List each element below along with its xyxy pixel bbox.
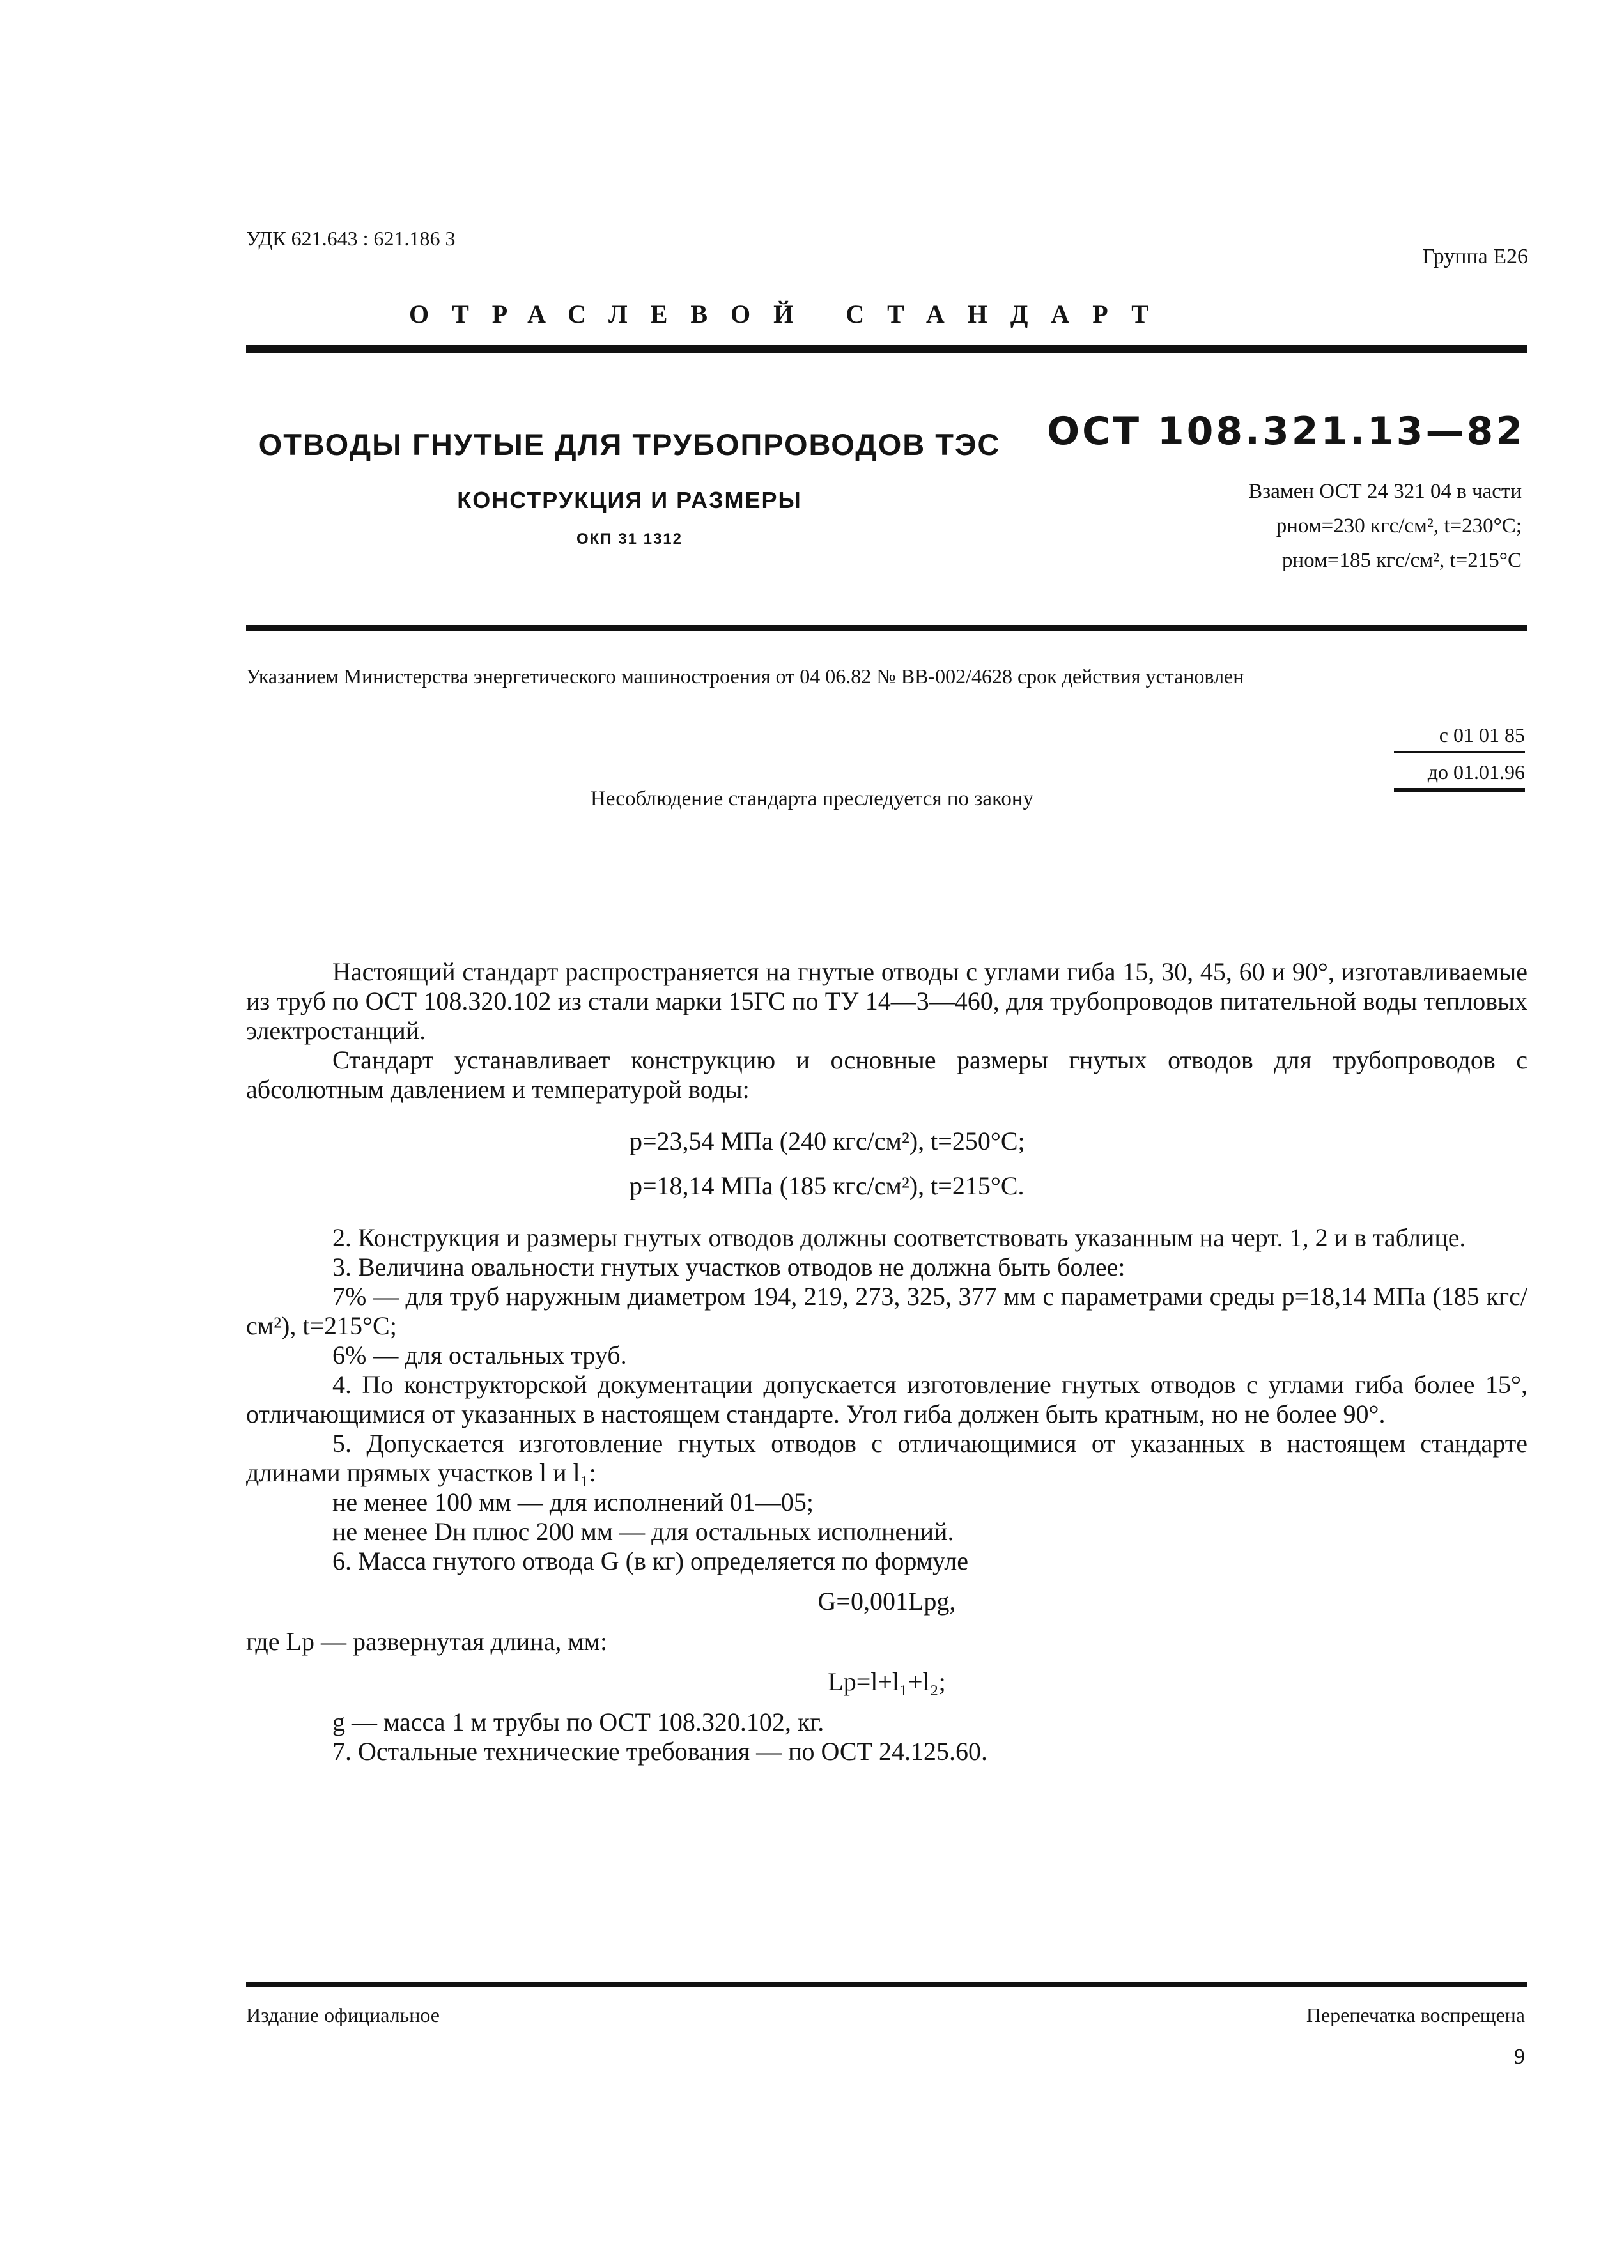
date-from: с 01 01 85 xyxy=(1394,723,1525,753)
clause-5: 5. Допускается изготовление гнутых отводов с отличающимися от указанных в настоящем стандарте длинами прямых участков l и l₁: xyxy=(246,1429,1527,1487)
intro-paragraph: Настоящий стандарт распространяется на гнутые отводы с углами гиба 15, 30, 45, 60 и 90°, изготавливаемые из труб по ОСТ 108.320.102 из стали марки 15ГС по ТУ 14—3—460, для трубопроводов питательной воды тепловых электростанций. xyxy=(246,957,1527,1045)
document-title: ОТВОДЫ ГНУТЫЕ ДЛЯ ТРУБОПРОВОДОВ ТЭС xyxy=(258,428,1001,461)
mass-formula: G=0,001Lpg, xyxy=(817,1587,956,1616)
top-divider xyxy=(246,345,1527,353)
clause-3-item-a: 7% — для труб наружным диаметром 194, 219, 273, 325, 377 мм с параметрами среды p=18,14 МПа (185 кгс/см²), t=215°С; xyxy=(246,1282,1527,1340)
udk-code: УДК 621.643 : 621.186 3 xyxy=(246,227,456,250)
clause-4: 4. По конструкторской документации допускается изготовление гнутых отводов с углами гиба более 15°, отличающимися от указанных в настоящем стандарте. Угол гиба должен быть кратным, но не более 90°. xyxy=(246,1370,1527,1428)
clause-6-mass-definition: g — масса 1 м трубы по ОСТ 108.320.102, кг. xyxy=(332,1708,824,1736)
industry-standard-heading: ОТРАСЛЕВОЙ СТАНДАРТ xyxy=(409,300,1172,328)
law-notice: Несоблюдение стандарта преследуется по закону xyxy=(591,787,1033,810)
length-formula: Lp=l+l₁+l₂; xyxy=(828,1667,946,1696)
approval-statement: Указанием Министерства энергетического машиностроения от 04 06.82 № ВВ-002/4628 срок действия установлен xyxy=(246,665,1244,688)
footer-divider xyxy=(246,1982,1527,1987)
standard-number: ОСТ 108.321.13—82 xyxy=(1047,409,1525,454)
group-code: Группа Е26 xyxy=(1422,245,1528,268)
document-subtitle: КОНСТРУКЦИЯ И РАЗМЕРЫ xyxy=(457,487,802,513)
official-edition-note: Издание официальное xyxy=(246,2003,440,2026)
page-number: 9 xyxy=(1514,2045,1525,2069)
clause-2: 2. Конструкция и размеры гнутых отводов должны соответствовать указанным на черт. 1, 2 и в таблице. xyxy=(332,1223,1466,1252)
document-body xyxy=(246,957,1527,1766)
replacement-parameters-2: pном=185 кгс/см², t=215°С xyxy=(1281,549,1522,572)
replacement-note xyxy=(1248,474,1522,578)
clause-3-item-b: 6% — для остальных труб. xyxy=(332,1341,627,1369)
clause-6-definition: где Lp — развернутая длина, мм: xyxy=(246,1627,608,1656)
clause-6: 6. Масса гнутого отвода G (в кг) определяется по формуле xyxy=(332,1547,968,1575)
okp-code: ОКП 31 1312 xyxy=(576,530,683,548)
reprint-prohibited-note: Перепечатка воспрещена xyxy=(1306,2003,1525,2026)
date-to: до 01.01.96 xyxy=(1394,760,1525,792)
clause-5-item-a: не менее 100 мм — для исполнений 01—05; xyxy=(332,1488,814,1516)
title-divider xyxy=(246,625,1527,631)
clause-5-item-b: не менее Dн плюс 200 мм — для остальных исполнений. xyxy=(332,1517,954,1546)
replacement-parameters-1: pном=230 кгс/см², t=230°С; xyxy=(1276,514,1522,537)
formula-parameters-1: p=23,54 МПа (240 кгс/см²), t=250°С; xyxy=(630,1127,1025,1155)
scope-paragraph: Стандарт устанавливает конструкцию и основные размеры гнутых отводов для трубопроводов с абсолютным давлением и температурой воды: xyxy=(246,1045,1527,1104)
replacement-line: Взамен ОСТ 24 321 04 в части xyxy=(1248,480,1522,503)
formula-parameters-2: p=18,14 МПа (185 кгс/см²), t=215°С. xyxy=(630,1171,1025,1200)
clause-7: 7. Остальные технические требования — по ОСТ 24.125.60. xyxy=(332,1737,987,1766)
clause-3: 3. Величина овальности гнутых участков отводов не должна быть более: xyxy=(332,1253,1125,1281)
